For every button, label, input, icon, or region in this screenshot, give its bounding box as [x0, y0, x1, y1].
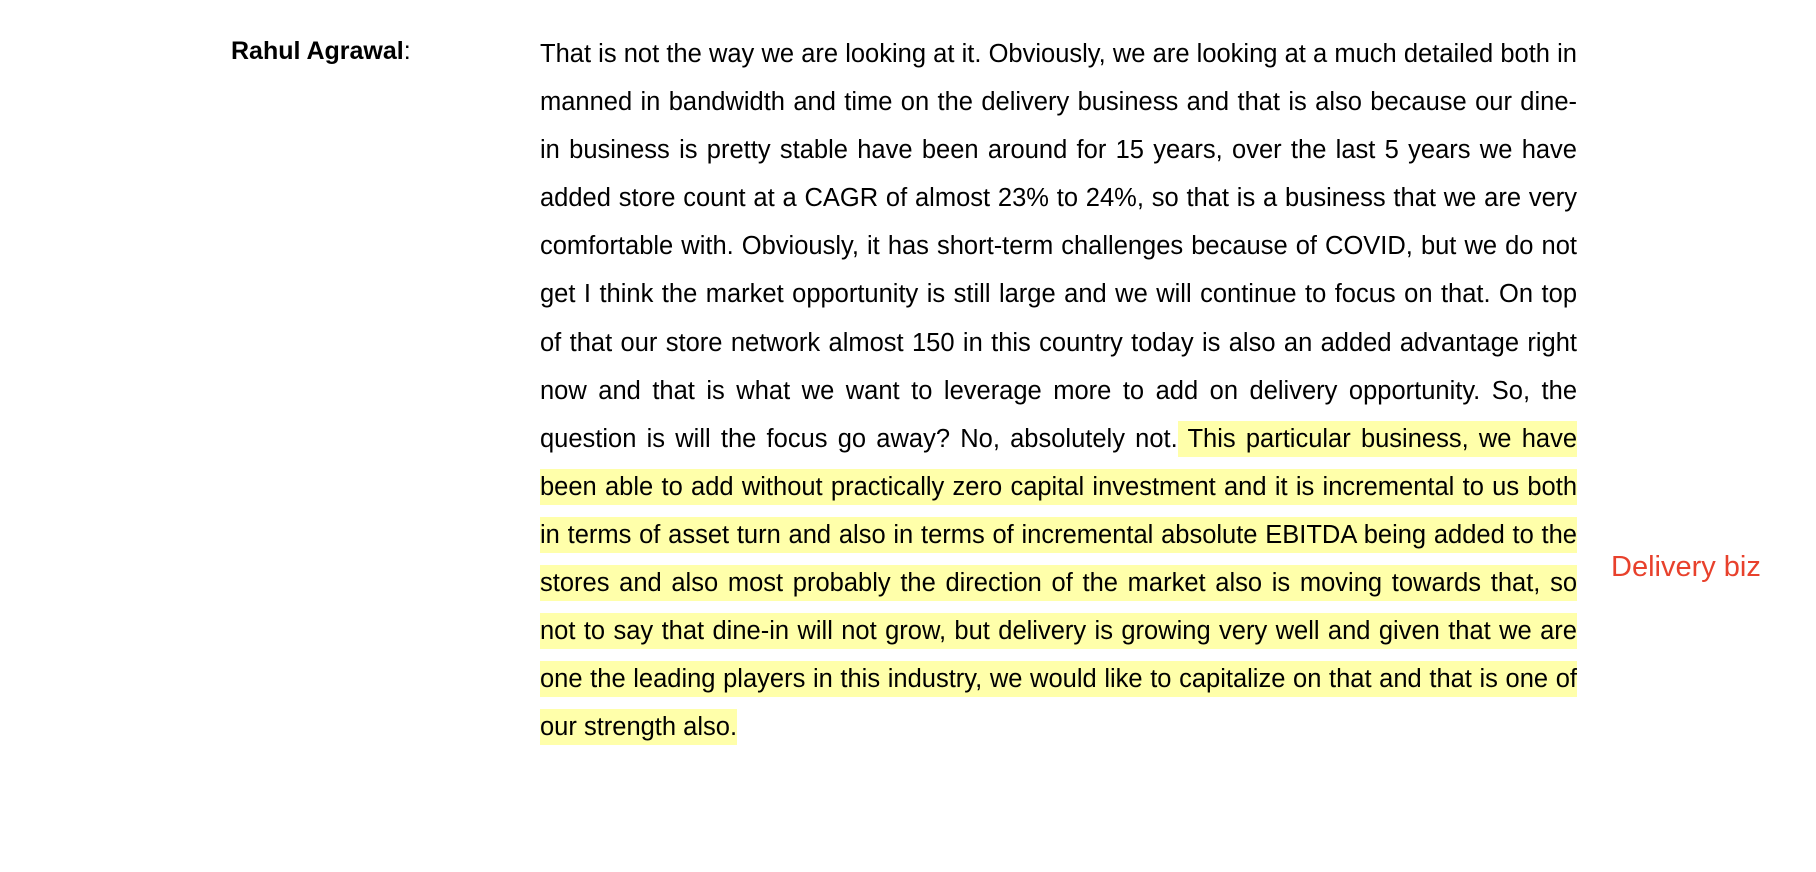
speaker-label	[231, 36, 411, 66]
speaker-name: Rahul Agrawal	[231, 37, 404, 65]
paragraph-plain-text: That is not the way we are looking at it. Obviously, we are looking at a much detailed both in manned in bandwidth and time on the delivery business and that is also because our dine-in business is pretty stable have been around for 15 years, over the last 5 years we have added store count at a CAGR of almost 23% to 24%, so that is a business that we are very comfortable with. Obviously, it has short-term challenges because of COVID, but we do not get I think the market opportunity is still large and we will continue to focus on that. On top of that our store network almost 150 in this country today is also an added advantage right now and that is what we want to leverage more to add on delivery opportunity. So, the question is will the focus go away? No, absolutely not.	[540, 40, 1577, 453]
margin-annotation: Delivery biz	[1611, 551, 1761, 583]
highlighted-text[interactable]: This particular business, we have been able to add without practically zero capital investment and it is incremental to us both in terms of asset turn and also in terms of incremental absolute EBITDA being added to the stores and also most probably the direction of the market also is moving towards that, so not to say that dine-in will not grow, but delivery is growing very well and given that we are one the leading players in this industry, we would like to capitalize on that and that is one of our strength also.	[540, 421, 1577, 746]
speaker-colon: :	[403, 37, 411, 65]
transcript-paragraph	[540, 30, 1577, 751]
